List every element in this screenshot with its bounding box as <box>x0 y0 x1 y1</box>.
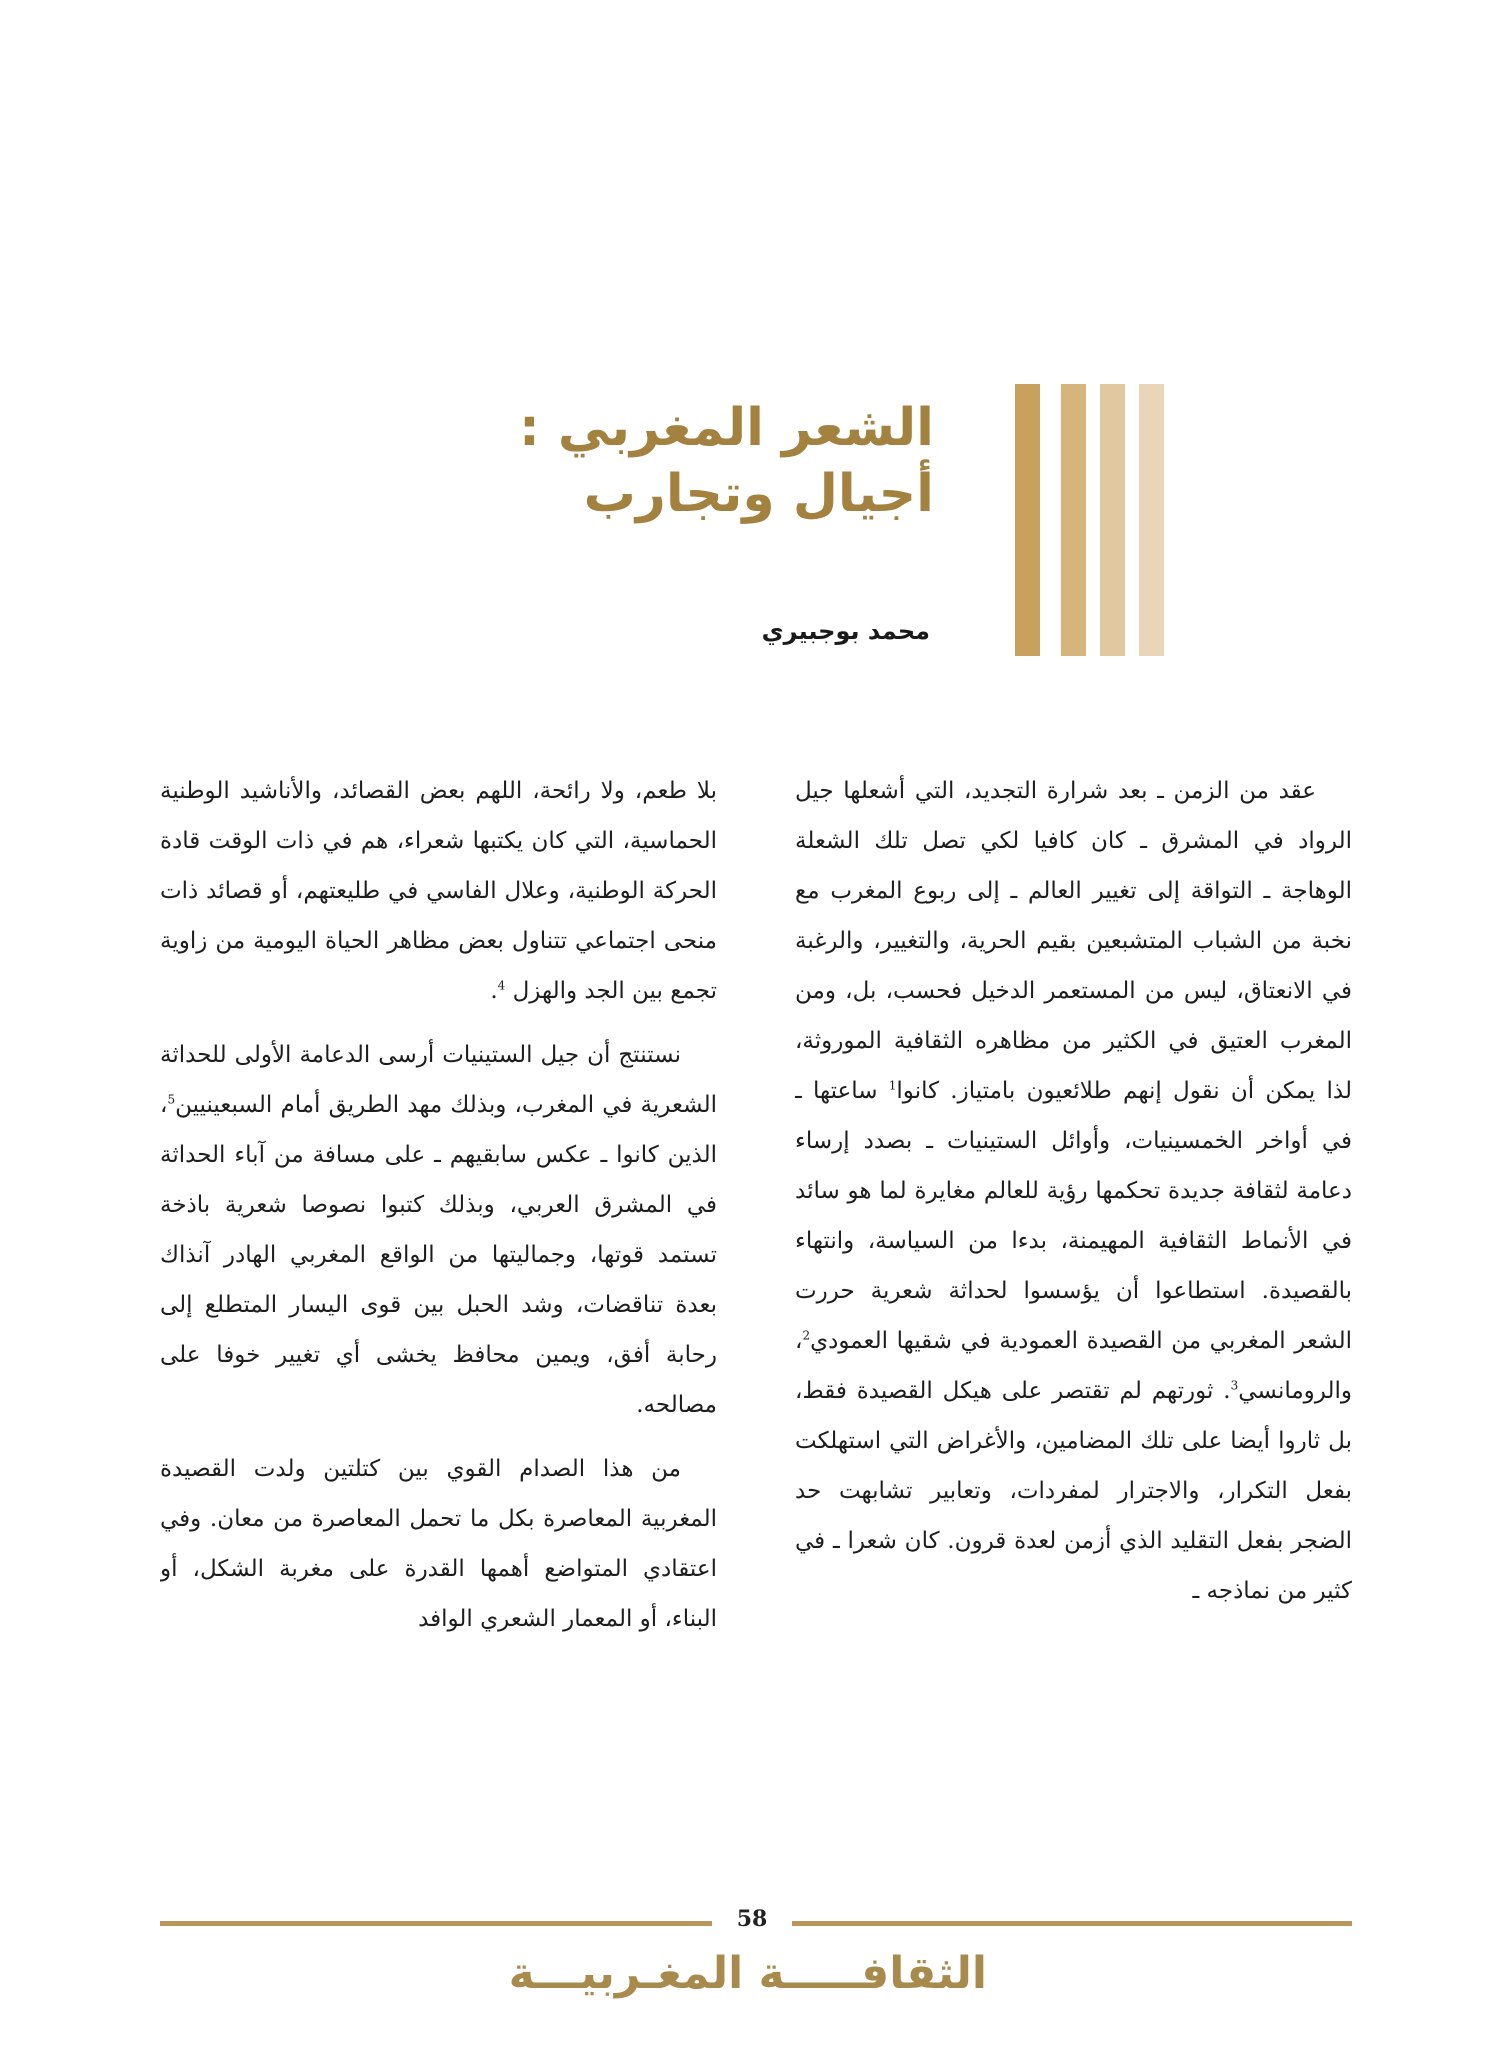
paragraph: بلا طعم، ولا رائحة، اللهم بعض القصائد، والأناشيد الوطنية الحماسية، التي كان يكتبها شعراء، هم في ذات الوقت قادة الحركة الوطنية، وعلال الفاسي في طليعتهم، أو قصائد ذات منحى اجتماعي تتناول بعض مظاهر الحياة اليومية من زاوية تجمع بين الجد والهزل $^4$. <box>160 778 717 1004</box>
article-title-line1: الشعر المغربي : <box>518 398 934 458</box>
paragraph: من هذا الصدام القوي بين كتلتين ولدت القصيدة المغربية المعاصرة بكل ما تحمل المعاصرة من معان. وفي اعتقادي المتواضع أهمها القدرة على مغربة الشكل، أو البناء، أو المعمار الشعري الوافد <box>160 1456 717 1632</box>
footnote-ref: 2 <box>802 1328 811 1343</box>
article-title <box>414 395 934 527</box>
footer-rule-right <box>792 1921 1352 1926</box>
article-column-right <box>795 766 1352 1884</box>
footnote-ref: 1 <box>888 1078 897 1093</box>
decorative-bar-4 <box>1139 384 1164 656</box>
article-title-line2: أجيال وتجارب <box>583 464 934 524</box>
article-column-left <box>160 766 717 1884</box>
decorative-bar-3 <box>1100 384 1125 656</box>
paragraph: نستنتج أن جيل الستينيات أرسى الدعامة الأولى للحداثة الشعرية في المغرب، وبذلك مهد الطريق أمام السبعينيين$^5$، الذين كانوا ـ عكس سابقيهم ـ على مسافة من آباء الحداثة في المشرق العربي، وبذلك كتبوا نصوصا شعرية باذخة تستمد قوتها، وجماليتها من الواقع المغربي الهادر آنذاك بعدة تناقضات، وشد الحبل بين قوى اليسار المتطلع إلى رحابة أفق، ويمين محافظ يخشى أي تغيير خوفا على مصالحه. <box>160 1042 717 1418</box>
page-number: 58 <box>736 1906 768 1932</box>
paragraph: عقد من الزمن ـ بعد شرارة التجديد، التي أشعلها جيل الرواد في المشرق ـ كان كافيا لكي تصل تلك الشعلة الوهاجة ـ التواقة إلى تغيير العالم ـ إلى ربوع المغرب مع نخبة من الشباب المتشبعين بقيم الحرية، والتغيير، والرغبة في الانعتاق، ليس من المستعمر الدخيل فحسب، بل، ومن المغرب العتيق في الكثير من مظاهره الثقافية الموروثة، لذا يمكن أن نقول إنهم طلائعيون بامتياز. كانوا$^1$ ساعتها ـ في أواخر الخمسينيات، وأوائل الستينيات ـ بصدد إرساء دعامة لثقافة جديدة تحكمها رؤية للعالم مغايرة لما هو سائد في الأنماط الثقافية المهيمنة، بدءا من السياسة، وانتهاء بالقصيدة. استطاعوا أن يؤسسوا لحداثة شعرية حررت الشعر المغربي من القصيدة العمودية في شقيها العمودي$^2$، والرومانسي$^3$. ثورتهم لم تقتصر على هيكل القصيدة فقط، بل ثاروا أيضا على تلك المضامين، والأغراض التي استهلكت بفعل التكرار، والاجترار لمفردات، وتعابير تشابهت حد الضجر بفعل التقليد الذي أزمن لعدة قرون. كان شعرا ـ في كثير من نماذجه ـ <box>795 778 1352 1604</box>
author-name: محمد بوجبيري <box>761 617 930 645</box>
decorative-bar-2 <box>1015 384 1040 656</box>
footnote-ref: 5 <box>167 1092 176 1107</box>
footer-rule-left <box>160 1921 712 1926</box>
footnote-ref: 4 <box>497 978 506 993</box>
footnote-ref: 3 <box>1230 1378 1239 1393</box>
magazine-name: الثقافـــــة المغـربيـــة <box>508 1948 987 1999</box>
decorative-bar-1 <box>1061 384 1086 656</box>
